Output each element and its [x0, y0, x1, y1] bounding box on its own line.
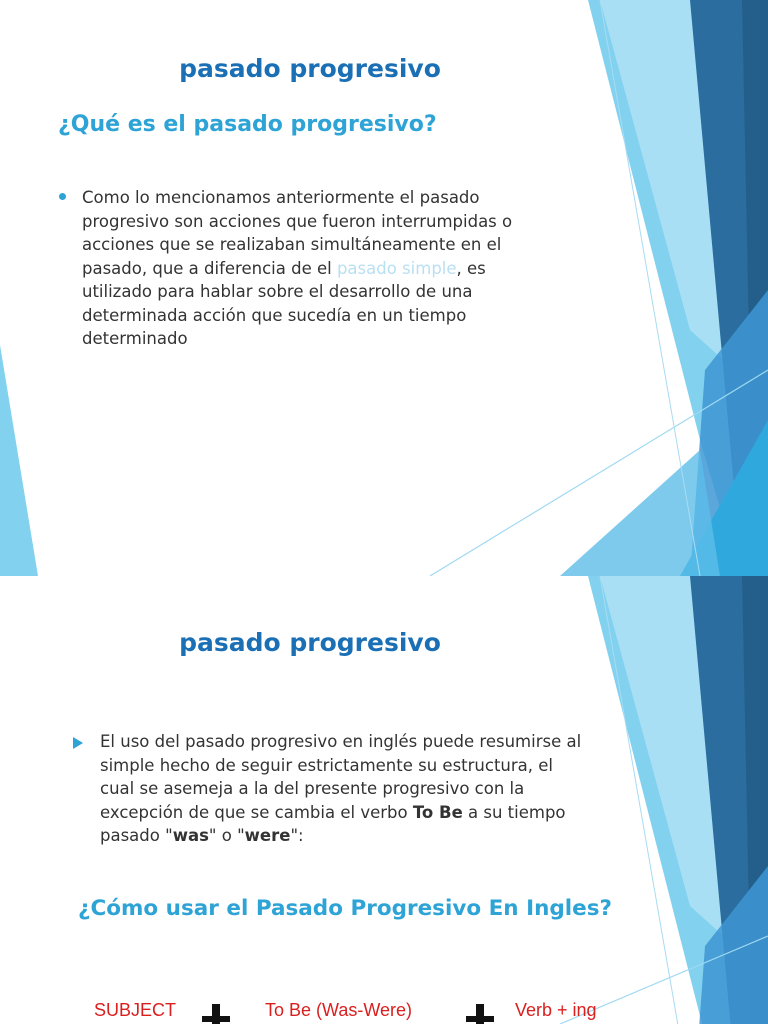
slide-title: pasado progresivo [179, 628, 441, 657]
bullet-text [100, 730, 590, 848]
bullet-text-part: ": [290, 826, 304, 845]
formula-to-be: To Be (Was-Were) [265, 1000, 413, 1020]
bullet-dot-icon [59, 193, 66, 200]
bullet-text-part: El uso del pasado progresivo en inglés puede resumirse al simple hecho de seguir estrictamente su estructura, el cual se asemeja a la del presente progresivo con la excepción de que se cambia el verbo [100, 732, 582, 822]
bullet-text-part: " o " [208, 826, 245, 845]
bullet-arrow-icon [73, 737, 83, 749]
bullet-text [82, 186, 527, 351]
bullet-text-part: a su tiempo pasado " [100, 802, 566, 845]
bullet-text-part: , es utilizado para hablar sobre el desarrollo de una determinada acción que sucedía en un tiempo determinado [82, 258, 486, 348]
to-be-bold: To Be [412, 802, 463, 822]
was-bold: was [172, 826, 209, 845]
left-accent-triangle [0, 345, 38, 576]
slide-2 [0, 576, 768, 1024]
how-to-use-heading: ¿Cómo usar el Pasado Progresivo En Ingles? [78, 896, 612, 921]
formula-subject: SUBJECT [94, 1000, 177, 1020]
bottom-facet [560, 450, 720, 576]
slide-title: pasado progresivo [179, 54, 441, 83]
slide-subtitle: ¿Qué es el pasado progresivo? [58, 112, 437, 137]
bullet-text-part: Como lo mencionamos anteriormente el pasado progresivo son acciones que fueron interrumpidas o acciones que se realizaban simultáneamente en el pasado, que a diferencia de el [82, 188, 513, 278]
formula-verb: Verb + ing [515, 1000, 597, 1020]
were-bold: were [244, 826, 291, 845]
pasado-simple-link[interactable]: pasado simple [336, 258, 457, 278]
